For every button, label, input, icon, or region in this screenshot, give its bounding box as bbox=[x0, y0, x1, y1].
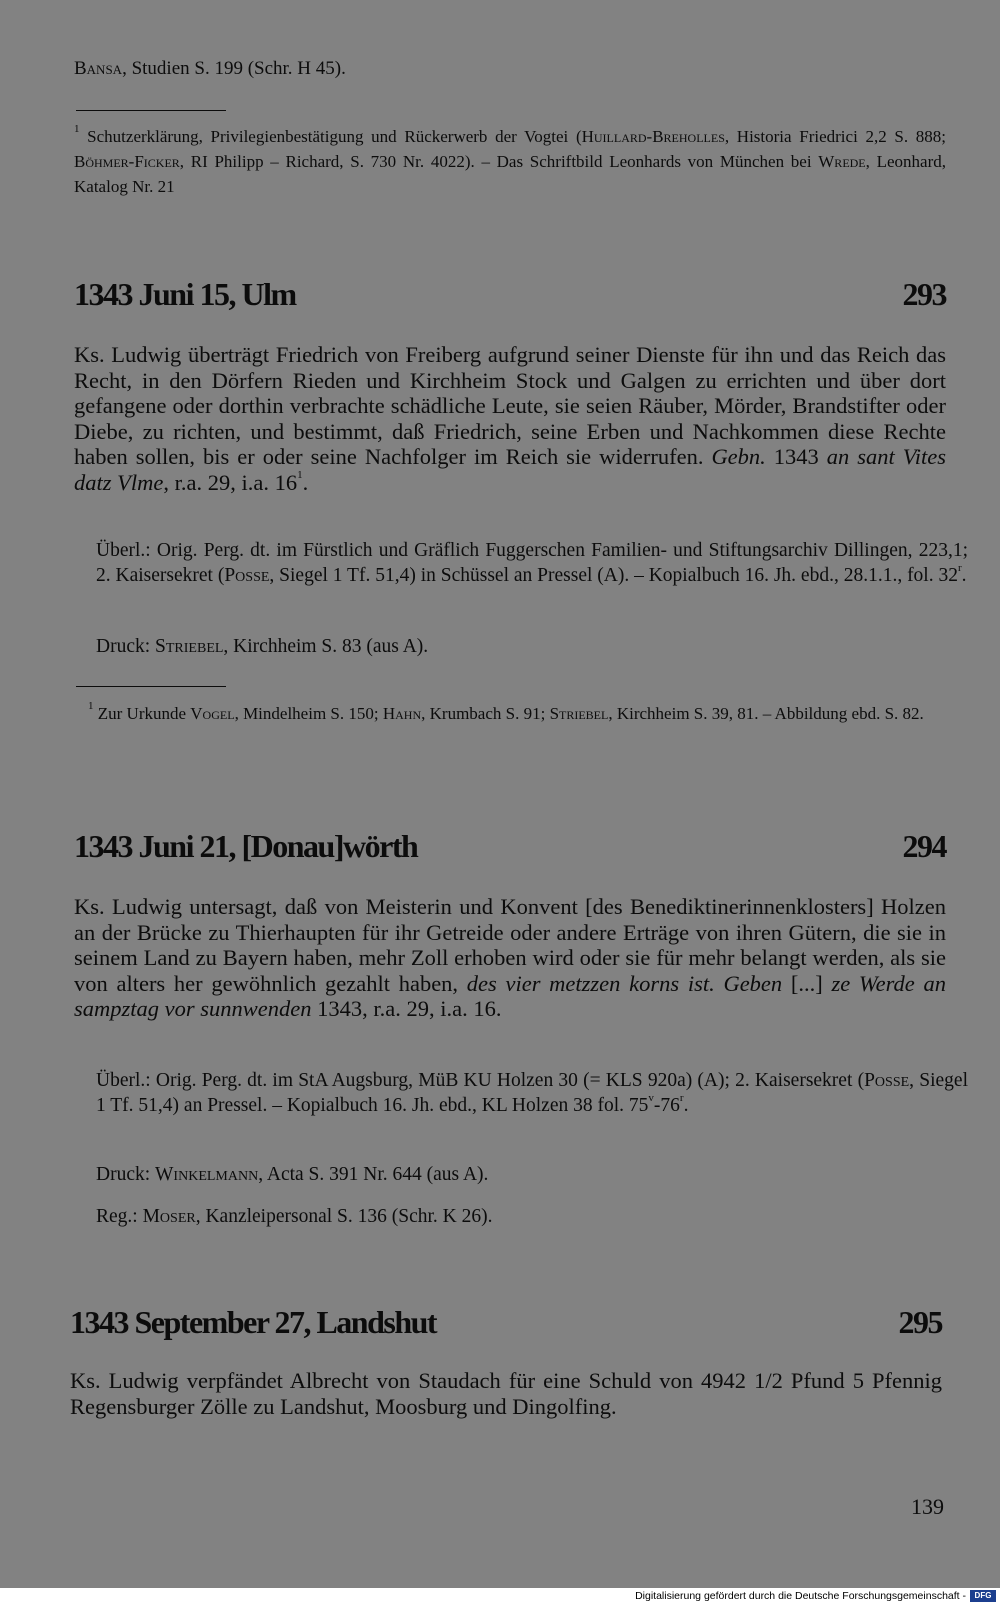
dfg-logo: DFG bbox=[970, 1590, 996, 1602]
regest-text: Ks. Ludwig überträgt Friedrich von Freiberg aufgrund seiner Dienste für ihn und das Reich das Recht, in den Dörfern Rieden und Kirchheim Stock und Galgen zu errichten und über dort gefangene oder dorthin verbrachte schädliche Leute, sie seien Räuber, Mörder, Brandstifter oder Diebe, zu richten, und bestimmt, daß Friedrich, seine Erben und Nachkommen diese Rechte haben sollen, bis er oder seine Nachfolger im Reich sie widerrufen. bbox=[74, 342, 946, 469]
footnote-author: Hahn bbox=[382, 704, 422, 723]
funding-note: Digitalisierung gefördert durch die Deutsche Forschungsgemeinschaft - bbox=[635, 1590, 966, 1602]
ueberlieferung-author: Posse bbox=[224, 565, 270, 586]
entry-text-294 bbox=[74, 894, 946, 1022]
regest-text: 1343 bbox=[765, 444, 827, 469]
funding-strip bbox=[0, 1588, 1000, 1604]
folio-side: r bbox=[957, 562, 962, 574]
source-quote: Gebn. bbox=[711, 444, 766, 469]
top-reference bbox=[74, 56, 946, 82]
reg-author: Moser bbox=[142, 1206, 196, 1227]
entry-heading-294 bbox=[74, 826, 946, 866]
druck-author: Winkelmann bbox=[155, 1164, 259, 1185]
entry-heading-295 bbox=[70, 1302, 942, 1342]
ref-text: , Studien S. 199 (Schr. H 45). bbox=[122, 58, 346, 79]
regest-text: . bbox=[302, 469, 309, 495]
source-quote: an sant Vites datz Vlme bbox=[74, 444, 947, 495]
entry-date-place: 1343 Juni 15, Ulm bbox=[74, 276, 296, 312]
page-number: 139 bbox=[911, 1494, 944, 1519]
entry-text-293 bbox=[74, 342, 946, 495]
footnote-author: Böhmer-Ficker bbox=[74, 152, 180, 171]
druck-text: , Acta S. 391 Nr. 644 (aus A). bbox=[258, 1164, 489, 1185]
entry-text-295 bbox=[70, 1368, 942, 1419]
entry-date-place: 1343 Juni 21, [Donau]wörth bbox=[74, 828, 418, 864]
ueberlieferung-author: Posse bbox=[864, 1070, 910, 1091]
regest-text: Ks. Ludwig verpfändet Albrecht von Staudach für eine Schuld von 4942 1/2 Pfund 5 Pfennig Regensburger Zölle zu Landshut, Moosburg und Dingolfing. bbox=[70, 1368, 942, 1419]
source-quote: des vier metzzen korns ist. Geben bbox=[466, 970, 783, 996]
footnote-previous-entry bbox=[74, 124, 946, 199]
footnote-text: Schutzerklärung, Privilegienbestätigung und Rückerwerb der Vogtei ( bbox=[79, 127, 582, 146]
entry-druck-294 bbox=[74, 1162, 968, 1187]
footnote-text: , Krumbach S. 91; bbox=[421, 704, 550, 723]
footnote-divider bbox=[76, 110, 226, 111]
regest-text: Ks. Ludwig untersagt, daß von Meisterin und Konvent [des Benediktinerinnenklosters] Holzen an der Brücke zu Thierhaupten für ihr Getreide oder andere Erträge von ihren Gütern, die sie in seinem Land zu Bayern haben, mehr Zoll erhoben wird oder sie für mehr belangt werden, als sie von alters her gewöhnlich gezahlt haben, bbox=[74, 894, 946, 996]
entry-heading-293 bbox=[74, 274, 946, 314]
druck-label: Druck: bbox=[96, 636, 156, 657]
reg-label: Reg.: bbox=[96, 1206, 143, 1227]
regest-text: 1343, r.a. 29, i.a. 16. bbox=[311, 996, 502, 1021]
entry-reg-294 bbox=[74, 1204, 968, 1229]
ueberlieferung-text: . bbox=[961, 565, 967, 586]
ueberlieferung-text: -76 bbox=[653, 1095, 680, 1116]
druck-author: Striebel bbox=[155, 636, 224, 657]
footnote-text: Zur Urkunde bbox=[93, 704, 191, 723]
footnote-marker: 1 bbox=[74, 123, 80, 135]
folio-side: v bbox=[648, 1092, 654, 1104]
entry-ueberlieferung-294 bbox=[74, 1068, 968, 1118]
ref-author: Bansa bbox=[74, 58, 123, 79]
source-quote: ze Werde an sampztag vor sunnwenden bbox=[74, 970, 946, 1021]
entry-number: 293 bbox=[902, 276, 946, 312]
footnote-text: , Leonhard, Katalog Nr. 21 bbox=[74, 152, 946, 196]
regest-text: [...] bbox=[782, 970, 832, 996]
ueberlieferung-text: , Siegel 1 Tf. 51,4) an Pressel. – Kopialbuch 16. Jh. ebd., KL Holzen 38 fol. 75 bbox=[96, 1070, 968, 1116]
footnote-text: , Historia Friedrici 2,2 S. 888; bbox=[724, 127, 947, 146]
druck-text: , Kirchheim S. 83 (aus A). bbox=[223, 636, 429, 657]
footnote-marker: 1 bbox=[297, 468, 303, 481]
entry-number: 295 bbox=[898, 1304, 942, 1340]
ueberlieferung-text: Überl.: Orig. Perg. dt. im Fürstlich und Gräflich Fuggerschen Familien- und Stiftungsarchiv Dillingen, 223,1; 2. Kaisersekret ( bbox=[96, 540, 968, 586]
ueberlieferung-text: , Siegel 1 Tf. 51,4) in Schüssel an Pressel (A). – Kopialbuch 16. Jh. ebd., 28.1.1., fol. 32 bbox=[269, 565, 958, 586]
druck-label: Druck: bbox=[96, 1164, 156, 1185]
ueberlieferung-text: . bbox=[683, 1095, 689, 1116]
reg-text: , Kanzleipersonal S. 136 (Schr. K 26). bbox=[195, 1206, 493, 1227]
footnote-293 bbox=[74, 701, 960, 726]
footnote-divider bbox=[76, 686, 226, 687]
entry-druck-293 bbox=[74, 634, 968, 659]
footnote-author: Striebel bbox=[549, 704, 609, 723]
entry-number: 294 bbox=[902, 828, 946, 864]
footnote-text: , RI Philipp – Richard, S. 730 Nr. 4022). – Das Schriftbild Leonhards von München bei bbox=[179, 152, 819, 171]
footnote-text: , Mindelheim S. 150; bbox=[234, 704, 383, 723]
footnote-author: Vogel bbox=[190, 704, 235, 723]
ueberlieferung-text: Überl.: Orig. Perg. dt. im StA Augsburg, MüB KU Holzen 30 (= KLS 920a) (A); 2. Kaisersekret ( bbox=[96, 1070, 865, 1091]
footnote-author: Huillard-Breholles bbox=[581, 127, 725, 146]
footnote-author: Wrede bbox=[818, 152, 866, 171]
entry-date-place: 1343 September 27, Landshut bbox=[70, 1304, 437, 1340]
footnote-text: , Kirchheim S. 39, 81. – Abbildung ebd. S. 82. bbox=[608, 704, 924, 723]
entry-ueberlieferung-293 bbox=[74, 538, 968, 588]
folio-side: r bbox=[679, 1092, 684, 1104]
footnote-marker: 1 bbox=[88, 700, 94, 712]
regest-text: , r.a. 29, i.a. 16 bbox=[163, 469, 298, 495]
